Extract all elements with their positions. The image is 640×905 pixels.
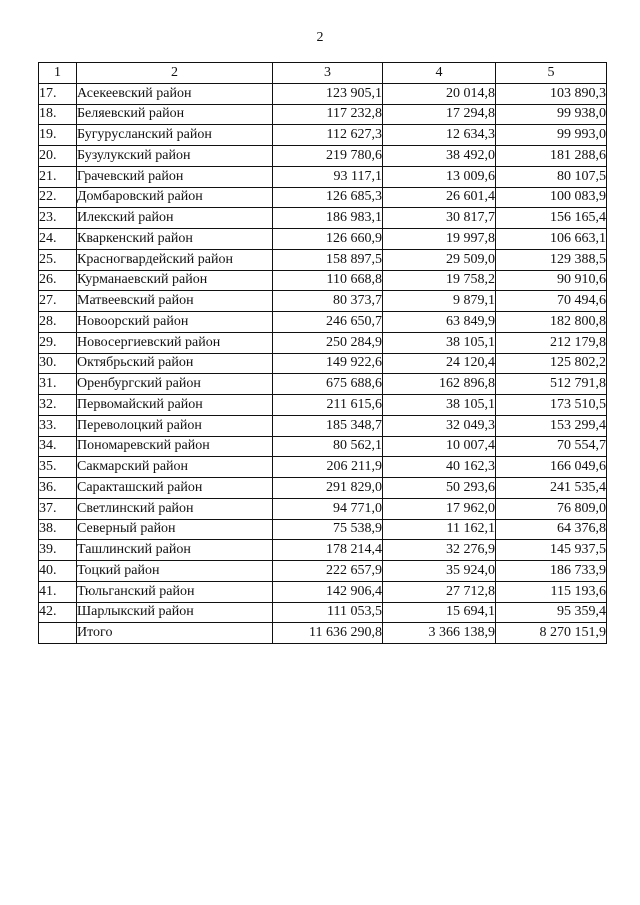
column-3-value-cell: 126 685,3: [273, 187, 383, 208]
table-row: [39, 498, 607, 519]
district-name-cell: Светлинский район: [77, 498, 273, 519]
row-number-cell: 17.: [39, 83, 77, 104]
row-number-cell: 30.: [39, 353, 77, 374]
column-5-value-cell: 90 910,6: [496, 270, 607, 291]
row-number-cell: 31.: [39, 374, 77, 395]
header-cell-1: 1: [39, 63, 77, 84]
column-5-value-cell: 99 938,0: [496, 104, 607, 125]
column-3-value-cell: 185 348,7: [273, 415, 383, 436]
district-name-cell: Кваркенский район: [77, 229, 273, 250]
column-5-value-cell: 512 791,8: [496, 374, 607, 395]
column-3-value-cell: 186 983,1: [273, 208, 383, 229]
row-number-cell: [39, 623, 77, 644]
header-cell-3: 3: [273, 63, 383, 84]
district-name-cell: Ташлинский район: [77, 540, 273, 561]
column-4-value-cell: 20 014,8: [383, 83, 496, 104]
row-number-cell: 34.: [39, 436, 77, 457]
row-number-cell: 25.: [39, 249, 77, 270]
column-5-value-cell: 186 733,9: [496, 561, 607, 582]
district-name-cell: Сакмарский район: [77, 457, 273, 478]
column-3-value-cell: 206 211,9: [273, 457, 383, 478]
column-4-value-cell: 15 694,1: [383, 602, 496, 623]
column-5-value-cell: 8 270 151,9: [496, 623, 607, 644]
column-4-value-cell: 24 120,4: [383, 353, 496, 374]
column-4-value-cell: 17 962,0: [383, 498, 496, 519]
row-number-cell: 23.: [39, 208, 77, 229]
table-row: [39, 312, 607, 333]
table-row: [39, 561, 607, 582]
table-row: [39, 229, 607, 250]
column-4-value-cell: 32 276,9: [383, 540, 496, 561]
table-row: [39, 332, 607, 353]
table-row: [39, 187, 607, 208]
column-4-value-cell: 162 896,8: [383, 374, 496, 395]
column-3-value-cell: 75 538,9: [273, 519, 383, 540]
district-name-cell: Октябрьский район: [77, 353, 273, 374]
district-name-cell: Новоорский район: [77, 312, 273, 333]
table-row: [39, 270, 607, 291]
district-name-cell: Первомайский район: [77, 395, 273, 416]
row-number-cell: 37.: [39, 498, 77, 519]
district-name-cell: Матвеевский район: [77, 291, 273, 312]
column-4-value-cell: 17 294,8: [383, 104, 496, 125]
column-5-value-cell: 129 388,5: [496, 249, 607, 270]
column-3-value-cell: 211 615,6: [273, 395, 383, 416]
table-row: [39, 395, 607, 416]
district-name-cell: Северный район: [77, 519, 273, 540]
column-3-value-cell: 250 284,9: [273, 332, 383, 353]
column-4-value-cell: 29 509,0: [383, 249, 496, 270]
column-5-value-cell: 241 535,4: [496, 478, 607, 499]
district-name-cell: Пономаревский район: [77, 436, 273, 457]
table-row: [39, 581, 607, 602]
column-3-value-cell: 178 214,4: [273, 540, 383, 561]
header-cell-5: 5: [496, 63, 607, 84]
column-4-value-cell: 63 849,9: [383, 312, 496, 333]
table-row: [39, 146, 607, 167]
column-5-value-cell: 103 890,3: [496, 83, 607, 104]
column-3-value-cell: 222 657,9: [273, 561, 383, 582]
row-number-cell: 42.: [39, 602, 77, 623]
district-name-cell: Переволоцкий район: [77, 415, 273, 436]
district-name-cell: Шарлыкский район: [77, 602, 273, 623]
district-name-cell: Асекеевский район: [77, 83, 273, 104]
page-number: 2: [316, 30, 324, 45]
row-number-cell: 20.: [39, 146, 77, 167]
column-4-value-cell: 38 492,0: [383, 146, 496, 167]
table-row: [39, 166, 607, 187]
column-5-value-cell: 212 179,8: [496, 332, 607, 353]
column-5-value-cell: 106 663,1: [496, 229, 607, 250]
row-number-cell: 21.: [39, 166, 77, 187]
column-3-value-cell: 110 668,8: [273, 270, 383, 291]
column-4-value-cell: 38 105,1: [383, 395, 496, 416]
column-3-value-cell: 142 906,4: [273, 581, 383, 602]
district-name-cell: Домбаровский район: [77, 187, 273, 208]
column-5-value-cell: 64 376,8: [496, 519, 607, 540]
column-4-value-cell: 38 105,1: [383, 332, 496, 353]
column-5-value-cell: 115 193,6: [496, 581, 607, 602]
column-4-value-cell: 9 879,1: [383, 291, 496, 312]
column-5-value-cell: 153 299,4: [496, 415, 607, 436]
district-name-cell: Бугурусланский район: [77, 125, 273, 146]
column-5-value-cell: 70 494,6: [496, 291, 607, 312]
column-5-value-cell: 166 049,6: [496, 457, 607, 478]
district-name-cell: Новосергиевский район: [77, 332, 273, 353]
district-name-cell: Курманаевский район: [77, 270, 273, 291]
district-name-cell: Саракташский район: [77, 478, 273, 499]
row-number-cell: 36.: [39, 478, 77, 499]
row-number-cell: 18.: [39, 104, 77, 125]
column-3-value-cell: 219 780,6: [273, 146, 383, 167]
header-cell-2: 2: [77, 63, 273, 84]
column-4-value-cell: 12 634,3: [383, 125, 496, 146]
column-4-value-cell: 40 162,3: [383, 457, 496, 478]
column-4-value-cell: 32 049,3: [383, 415, 496, 436]
table-row: [39, 208, 607, 229]
district-name-cell: Красногвардейский район: [77, 249, 273, 270]
district-name-cell: Итого: [77, 623, 273, 644]
table-row: [39, 353, 607, 374]
row-number-cell: 22.: [39, 187, 77, 208]
column-5-value-cell: 70 554,7: [496, 436, 607, 457]
column-3-value-cell: 11 636 290,8: [273, 623, 383, 644]
column-3-value-cell: 246 650,7: [273, 312, 383, 333]
district-name-cell: Тюльганский район: [77, 581, 273, 602]
column-5-value-cell: 99 993,0: [496, 125, 607, 146]
column-4-value-cell: 26 601,4: [383, 187, 496, 208]
column-4-value-cell: 27 712,8: [383, 581, 496, 602]
row-number-cell: 41.: [39, 581, 77, 602]
column-5-value-cell: 76 809,0: [496, 498, 607, 519]
column-3-value-cell: 80 562,1: [273, 436, 383, 457]
column-3-value-cell: 126 660,9: [273, 229, 383, 250]
column-3-value-cell: 123 905,1: [273, 83, 383, 104]
row-number-cell: 38.: [39, 519, 77, 540]
column-5-value-cell: 80 107,5: [496, 166, 607, 187]
row-number-cell: 19.: [39, 125, 77, 146]
district-name-cell: Илекский район: [77, 208, 273, 229]
district-name-cell: Бузулукский район: [77, 146, 273, 167]
district-name-cell: Оренбургский район: [77, 374, 273, 395]
table-row: [39, 104, 607, 125]
row-number-cell: 24.: [39, 229, 77, 250]
column-3-value-cell: 93 117,1: [273, 166, 383, 187]
table-row: [39, 125, 607, 146]
column-5-value-cell: 173 510,5: [496, 395, 607, 416]
table-header-row: [39, 63, 607, 84]
table-row: [39, 415, 607, 436]
table-row: [39, 478, 607, 499]
column-4-value-cell: 11 162,1: [383, 519, 496, 540]
column-5-value-cell: 156 165,4: [496, 208, 607, 229]
total-row: [39, 623, 607, 644]
column-3-value-cell: 111 053,5: [273, 602, 383, 623]
column-3-value-cell: 149 922,6: [273, 353, 383, 374]
column-5-value-cell: 100 083,9: [496, 187, 607, 208]
row-number-cell: 40.: [39, 561, 77, 582]
district-table: [38, 62, 607, 644]
column-5-value-cell: 181 288,6: [496, 146, 607, 167]
table-row: [39, 602, 607, 623]
column-5-value-cell: 145 937,5: [496, 540, 607, 561]
column-4-value-cell: 19 758,2: [383, 270, 496, 291]
table-row: [39, 457, 607, 478]
column-3-value-cell: 158 897,5: [273, 249, 383, 270]
column-4-value-cell: 50 293,6: [383, 478, 496, 499]
column-4-value-cell: 13 009,6: [383, 166, 496, 187]
column-4-value-cell: 19 997,8: [383, 229, 496, 250]
table-row: [39, 436, 607, 457]
row-number-cell: 32.: [39, 395, 77, 416]
row-number-cell: 27.: [39, 291, 77, 312]
column-3-value-cell: 112 627,3: [273, 125, 383, 146]
row-number-cell: 33.: [39, 415, 77, 436]
row-number-cell: 26.: [39, 270, 77, 291]
row-number-cell: 29.: [39, 332, 77, 353]
column-5-value-cell: 95 359,4: [496, 602, 607, 623]
district-name-cell: Беляевский район: [77, 104, 273, 125]
column-4-value-cell: 10 007,4: [383, 436, 496, 457]
table-row: [39, 291, 607, 312]
column-5-value-cell: 125 802,2: [496, 353, 607, 374]
column-4-value-cell: 35 924,0: [383, 561, 496, 582]
row-number-cell: 35.: [39, 457, 77, 478]
column-4-value-cell: 30 817,7: [383, 208, 496, 229]
district-name-cell: Тоцкий район: [77, 561, 273, 582]
column-3-value-cell: 117 232,8: [273, 104, 383, 125]
column-3-value-cell: 675 688,6: [273, 374, 383, 395]
table-row: [39, 540, 607, 561]
table-row: [39, 374, 607, 395]
column-3-value-cell: 291 829,0: [273, 478, 383, 499]
column-5-value-cell: 182 800,8: [496, 312, 607, 333]
row-number-cell: 39.: [39, 540, 77, 561]
column-3-value-cell: 80 373,7: [273, 291, 383, 312]
row-number-cell: 28.: [39, 312, 77, 333]
column-3-value-cell: 94 771,0: [273, 498, 383, 519]
table-row: [39, 519, 607, 540]
table-row: [39, 249, 607, 270]
header-cell-4: 4: [383, 63, 496, 84]
district-name-cell: Грачевский район: [77, 166, 273, 187]
column-4-value-cell: 3 366 138,9: [383, 623, 496, 644]
table-row: [39, 83, 607, 104]
